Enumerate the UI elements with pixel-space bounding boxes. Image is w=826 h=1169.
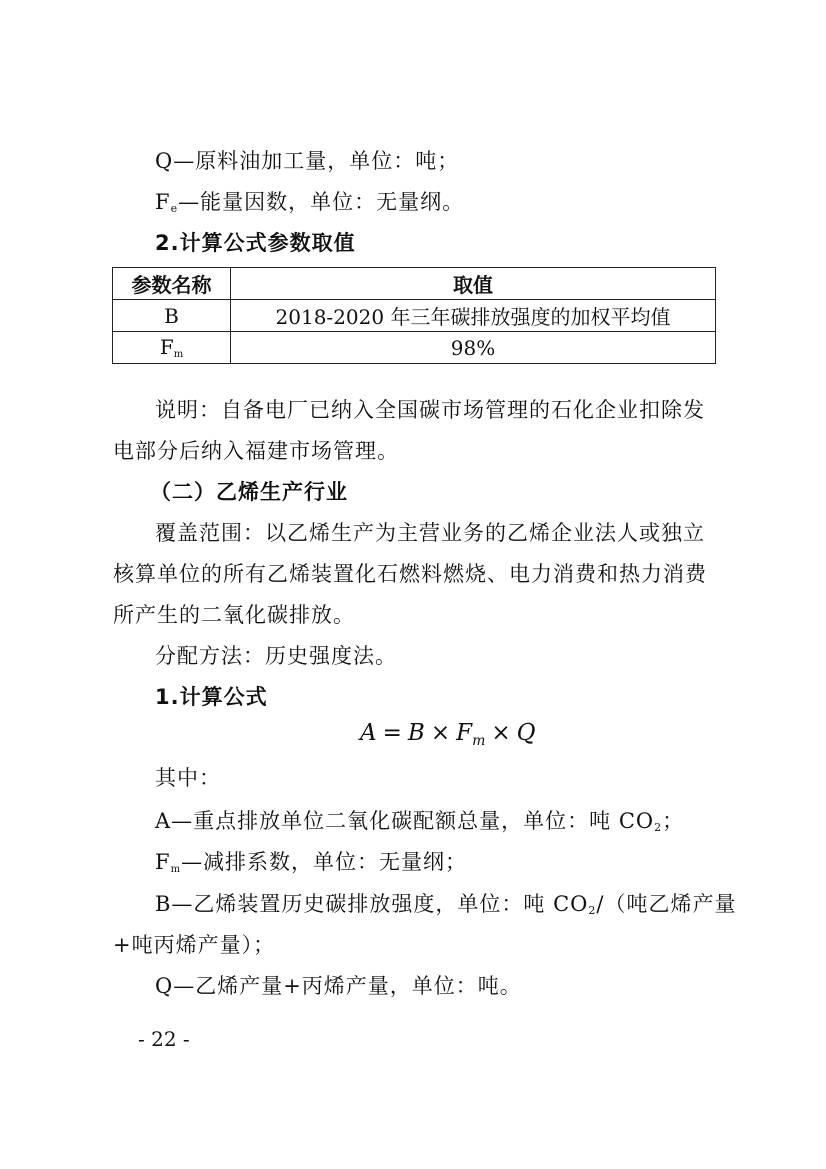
- q-definition-2: Q—乙烯产量+丙烯产量，单位：吨。: [155, 974, 522, 998]
- fm-symbol: F: [155, 850, 171, 874]
- co2-subscript: 2: [654, 821, 663, 834]
- scope-line-3: 所产生的二氧化碳排放。: [113, 603, 355, 627]
- b-definition: [155, 889, 760, 926]
- scope-line-1: 覆盖范围：以乙烯生产为主营业务的乙烯企业法人或独立: [155, 521, 705, 545]
- q-definition-text: Q—原料油加工量，单位：吨；: [155, 149, 460, 173]
- a-definition: [155, 806, 760, 843]
- b-definition-text: B—乙烯装置历史碳排放强度，单位：吨 CO: [155, 892, 589, 916]
- q-definition: [155, 146, 760, 176]
- heading-formula: 1.计算公式: [155, 685, 268, 709]
- co2-subscript: 2: [588, 904, 597, 917]
- fm-subscript: m: [170, 864, 182, 875]
- b-definition-line-2: +吨丙烯产量）；: [113, 933, 276, 957]
- table-cell-name: B: [113, 300, 231, 332]
- a-definition-text: A—重点排放单位二氧化碳配额总量，单位：吨 CO: [155, 809, 655, 833]
- fm-definition: [155, 847, 760, 885]
- formula-f-subscript: m: [472, 733, 486, 749]
- formula-b: B: [407, 720, 425, 746]
- fe-definition: [155, 187, 760, 224]
- note-line-2: 电部分后纳入福建市场管理。: [113, 439, 399, 463]
- formula-times: ×: [430, 720, 451, 746]
- table-header-value: 取值: [231, 268, 716, 300]
- heading-parameter-values: 2.计算公式参数取值: [155, 231, 356, 255]
- a-definition-suffix: ；: [662, 809, 685, 833]
- table-header-name: 参数名称: [113, 268, 231, 300]
- formula-times: ×: [491, 720, 511, 746]
- fe-definition-text: —能量因数，单位：无量纲。: [178, 190, 465, 214]
- page-number: - 22 -: [138, 1027, 190, 1051]
- fm-symbol: F: [159, 335, 174, 359]
- table-header-row: [113, 268, 716, 300]
- formula: [360, 720, 535, 749]
- fm-subscript: m: [173, 349, 184, 360]
- where-label: 其中：: [155, 766, 221, 790]
- formula-q: Q: [516, 720, 536, 746]
- fe-symbol: F: [155, 190, 171, 214]
- table-cell-value: 98%: [231, 332, 716, 364]
- parameter-table: [112, 267, 716, 364]
- fm-definition-text: —减排系数，单位：无量纲；: [181, 850, 468, 874]
- note-line-1: 说明：自备电厂已纳入全国碳市场管理的石化企业扣除发: [155, 398, 705, 422]
- table-cell-name: [113, 332, 231, 364]
- scope-line-2: 核算单位的所有乙烯装置化石燃料燃烧、电力消费和热力消费: [113, 562, 707, 586]
- table-row: [113, 332, 716, 364]
- formula-equals: =: [382, 720, 402, 746]
- section-title-ethylene: （二）乙烯生产行业: [150, 480, 348, 504]
- formula-a: A: [360, 720, 377, 746]
- allocation-method: 分配方法：历史强度法。: [155, 644, 397, 668]
- table-cell-value: 2018-2020 年三年碳排放强度的加权平均值: [231, 300, 716, 332]
- b-definition-suffix: /（吨乙烯产量: [596, 892, 737, 916]
- table-row: [113, 300, 716, 332]
- formula-f: F: [456, 720, 473, 746]
- fe-subscript: e: [170, 202, 179, 215]
